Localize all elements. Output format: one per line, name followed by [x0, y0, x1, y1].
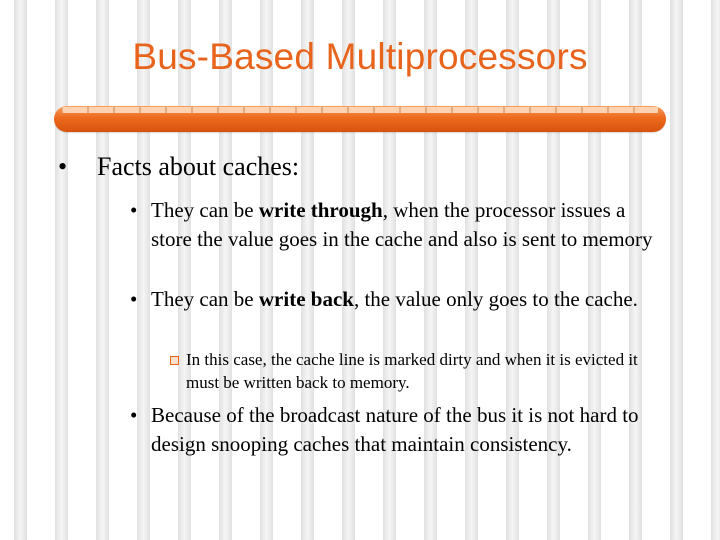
text-run: , the value only goes to the cache.: [353, 287, 638, 311]
text-run: They can be: [151, 287, 259, 311]
text-run: , when the processor issues a store the value goes in the cache and also is sent to memory: [151, 198, 653, 251]
bullet-text: [151, 285, 661, 314]
bullet-dot: •: [130, 198, 138, 222]
bullet-text: Facts about caches:: [97, 152, 300, 181]
bullet-dot: •: [130, 403, 138, 427]
sub-bullet-text: In this case, the cache line is marked dirty and when it is evicted it must be written back to memory.: [186, 350, 638, 392]
bullet-text: [151, 196, 661, 254]
term-write-through: write through: [258, 198, 383, 222]
bullet-text: Because of the broadcast nature of the bus it is not hard to design snooping caches that maintain consistency.: [151, 403, 639, 456]
term-write-back: write back: [258, 287, 354, 311]
bullet-dot: •: [58, 152, 68, 181]
text-run: They can be: [151, 198, 259, 222]
slide-title: Bus-Based Multiprocessors: [132, 36, 588, 77]
square-bullet-icon: [170, 356, 179, 365]
bullet-dot: •: [130, 287, 138, 311]
